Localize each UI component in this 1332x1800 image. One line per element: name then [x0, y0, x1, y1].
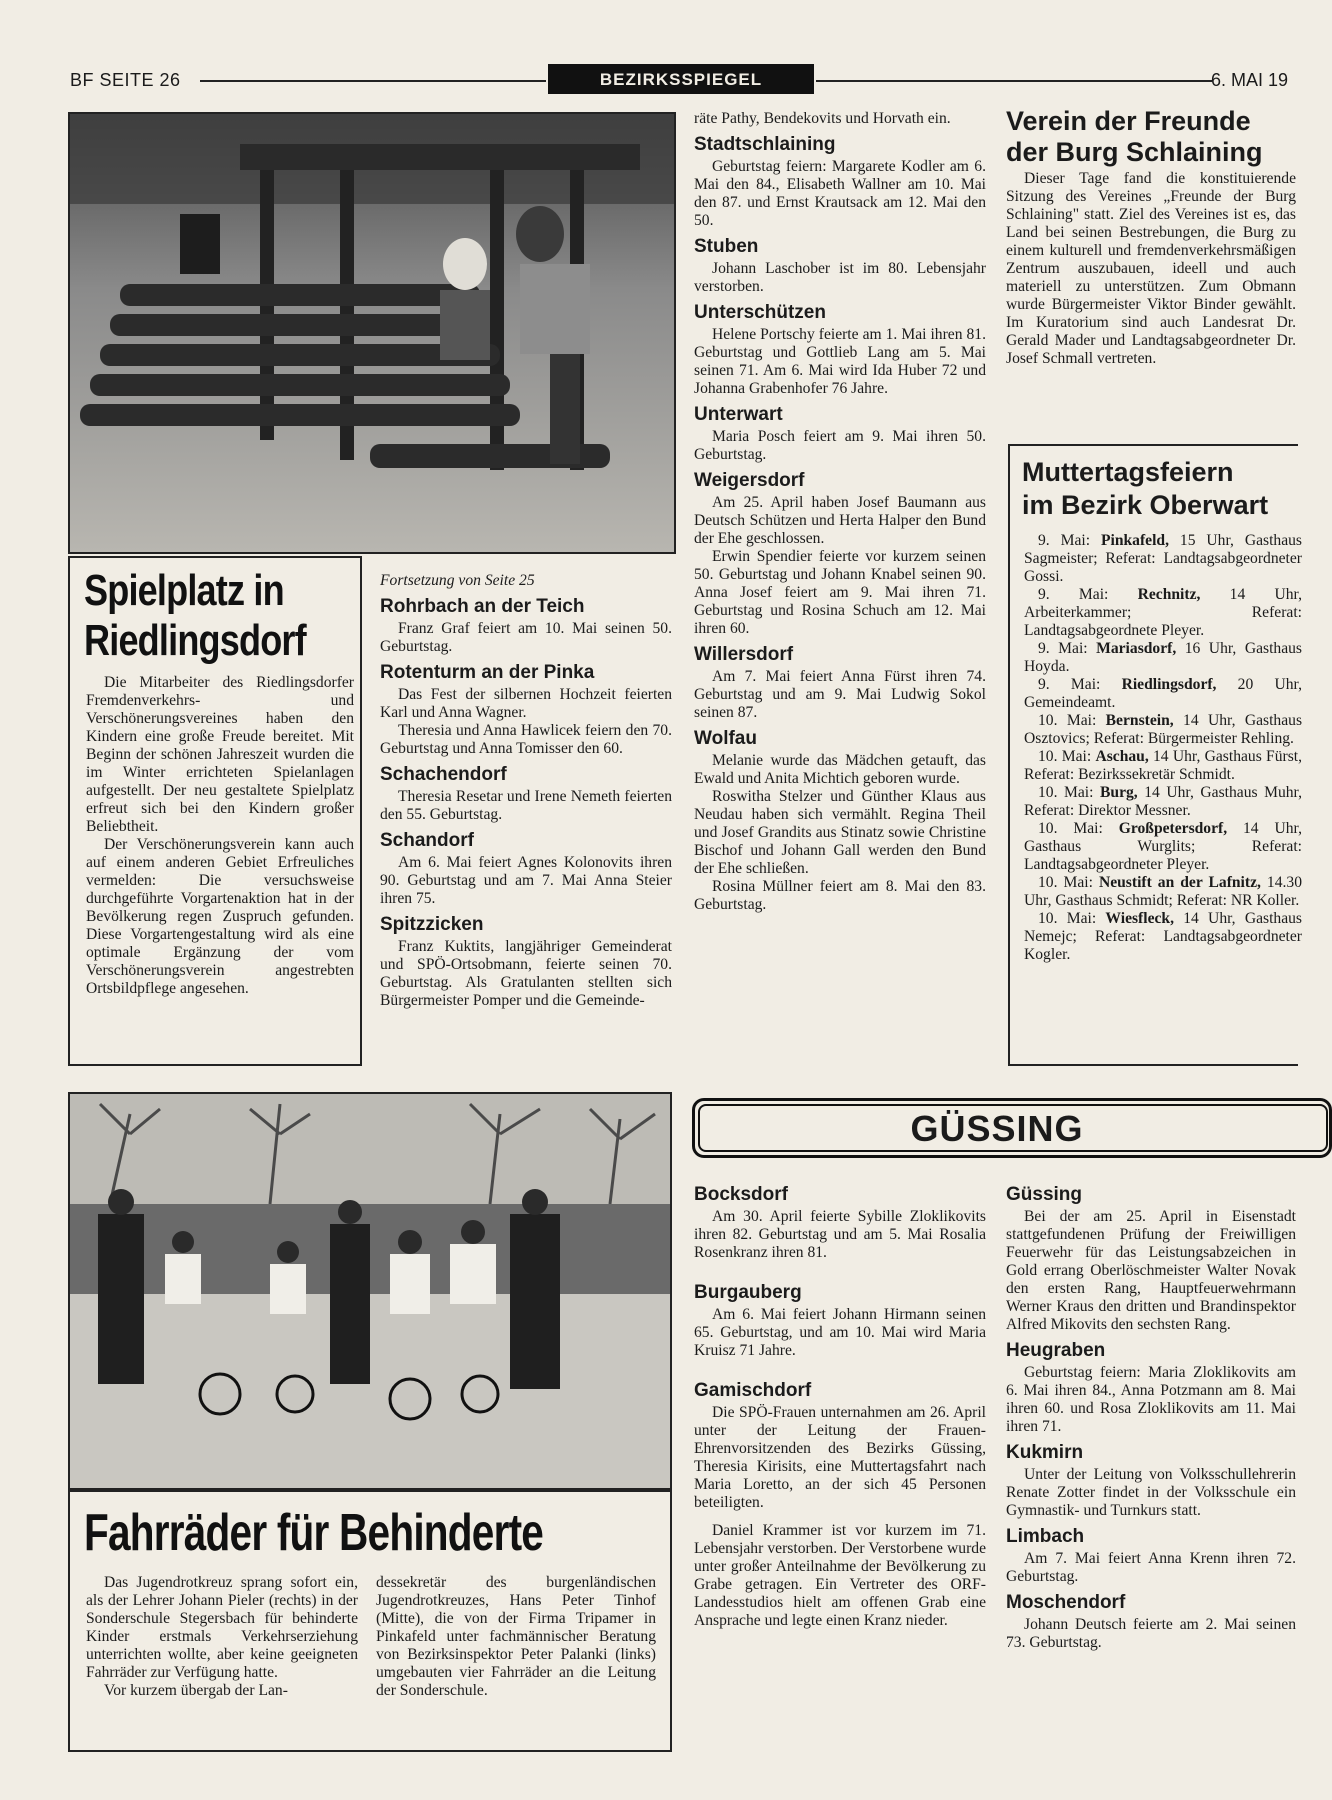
verein-title-line1: Verein der Freunde: [1006, 106, 1251, 136]
guessing-banner: [692, 1098, 1288, 1162]
section-title: Heugraben: [1006, 1340, 1106, 1361]
guessing-column-right: [1006, 1184, 1296, 1764]
column-births-a: [380, 572, 672, 1010]
event-item: 9. Mai: Pinkafeld, 15 Uhr, Gasthaus Sagmeister; Referat: Landtagsabgeordneter Gossi.: [1024, 532, 1302, 585]
fahrrad-column-a: [86, 1574, 358, 1700]
guessing-column-left: [694, 1184, 986, 1630]
section-title: Weigersdorf: [694, 470, 805, 491]
header-rule-right: [816, 80, 1212, 82]
section-text: Erwin Spendier feierte vor kurzem seinen 50. Geburtstag und Johann Knabel seinen 90. Anna Josef feiert am 9. Mai ihren 71. Geburtstag und Rosina Schuch am 12. Mai ihren 60.: [694, 548, 986, 637]
section-text: Johann Deutsch feierte am 2. Mai seinen 73. Geburtstag.: [1006, 1616, 1296, 1651]
section-text: Franz Kuktits, langjähriger Gemeinderat und SPÖ-Ortsobmann, feierte seinen 70. Geburtstag. Als Gratulanten stellten sich Bürgermeister Pomper und die Gemeinde-: [380, 938, 672, 1009]
spielplatz-headline-line2: Riedlingsdorf: [84, 616, 306, 665]
continuation-note: Fortsetzung von Seite 25: [380, 572, 535, 589]
section-title: Stadtschlaining: [694, 134, 836, 155]
muttertag-title-line1: Muttertagsfeiern: [1022, 457, 1234, 487]
section-title: Schandorf: [380, 830, 474, 851]
event-item: 10. Mai: Wiesfleck, 14 Uhr, Gasthaus Nemejc; Referat: Landtagsabgeordneter Kogler.: [1024, 910, 1302, 963]
issue-date: 6. MAI 19: [1210, 70, 1288, 90]
section-title: Bocksdorf: [694, 1184, 788, 1205]
fahrrad-paragraph: Das Jugendrotkreuz sprang sofort ein, als der Lehrer Johann Pieler (rechts) in der Sonderschule Stegersbach für behinderte Kinder erstmals Verkehrserziehung unterrichten wollte, aber keine geeigneten Fahrräder zur Verfügung hatte.: [86, 1574, 358, 1681]
event-item: 9. Mai: Riedlingsdorf, 20 Uhr, Gemeindeamt.: [1024, 676, 1302, 711]
section-text: Geburtstag feiern: Maria Zloklikovits am 6. Mai ihren 84., Anna Potzmann am 8. Mai ihren 60. und Rosa Zloklikovits am 11. Mai ihren 71.: [1006, 1364, 1296, 1435]
event-item: 10. Mai: Bernstein, 14 Uhr, Gasthaus Osztovics; Referat: Bürgermeister Rehling.: [1024, 712, 1303, 747]
section-text: Daniel Krammer ist vor kurzem im 71. Lebensjahr verstorben. Der Verstorbene wurde unter großer Anteilnahme der Bevölkerung zu Grabe getragen. Ein Vertreter des ORF-Landesstudios hielt am offenen Grab eine Ansprache und legte einen Kranz nieder.: [694, 1522, 986, 1629]
section-title: Schachendorf: [380, 764, 507, 785]
verein-text: Dieser Tage fand die konstituierende Sitzung des Vereines „Freunde der Burg Schlaining" statt. Ziel des Vereines ist es, das Land bei seinen Bestrebungen, die Burg zu einem kulturell und fremdenverkehrsmäßigen Zentrum auszubauen, ideell und auch materiell zu unterstützen. Zum Obmann wurde Bürgermeister Viktor Binder gewählt. Im Kuratorium sind auch Landesrat Dr. Gerald Mader und Landtagsabgeordneter Dr. Josef Schmall vertreten.: [1006, 170, 1296, 367]
section-text: Maria Posch feiert am 9. Mai ihren 50. Geburtstag.: [694, 428, 986, 463]
page-header: [70, 64, 1288, 98]
verein-title-line2: der Burg Schlaining: [1006, 137, 1263, 167]
event-item: 9. Mai: Rechnitz, 14 Uhr, Arbeiterkammer; Referat: Landtagsabgeordnete Pleyer.: [1024, 586, 1302, 639]
section-text: Theresia Resetar und Irene Nemeth feierten den 55. Geburtstag.: [380, 788, 672, 823]
muttertag-title-line2: im Bezirk Oberwart: [1022, 490, 1269, 520]
spielplatz-headline-line1: Spielplatz in: [84, 566, 284, 615]
event-item: 10. Mai: Aschau, 14 Uhr, Gasthaus Fürst, Referat: Bezirkssekretär Schmidt.: [1024, 748, 1302, 783]
section-text: Am 7. Mai feiert Anna Krenn ihren 72. Geburtstag.: [1006, 1550, 1296, 1585]
page-number: BF SEITE 26: [70, 70, 181, 90]
fahrrad-paragraph: Vor kurzem übergab der Lan-: [104, 1682, 288, 1699]
spielplatz-paragraph: Der Verschönerungsverein kann auch auf einem anderen Gebiet Erfreuliches vermelden: Die versuchsweise durchgeführte Vorgartenaktion hat in der Bevölkerung regen Zuspruch gefunden. Diese Vorgartengestaltung wird als eine optimale Ergänzung der vom Verschönerungsverein angestrebten Ortsbildpflege angesehen.: [86, 836, 354, 997]
section-text: Die SPÖ-Frauen unternahmen am 26. April unter der Leitung der Frauen-Ehrenvorsitzenden des Bezirks Güssing, Theresia Kirisits, eine Muttertagsfahrt nach Maria Loretto, an der sich 45 Personen beteiligten.: [694, 1404, 986, 1511]
section-title: Unterschützen: [694, 302, 826, 323]
event-item: 9. Mai: Mariasdorf, 16 Uhr, Gasthaus Hoyda.: [1024, 640, 1302, 675]
bicycles-photo-image: [70, 1094, 670, 1488]
section-title: Kukmirn: [1006, 1442, 1084, 1463]
section-text: Geburtstag feiern: Margarete Kodler am 6. Mai den 84., Elisabeth Wallner am 10. Mai den 87. und Ernst Krautsack am 12. Mai den 50.: [694, 158, 986, 229]
event-item: 10. Mai: Burg, 14 Uhr, Gasthaus Muhr, Referat: Direktor Messner.: [1024, 784, 1303, 819]
verein-article: [1006, 106, 1296, 436]
section-label: BEZIRKSSPIEGEL: [548, 64, 814, 94]
section-title: Unterwart: [694, 404, 783, 425]
section-title: Güssing: [1006, 1184, 1083, 1205]
section-title: Wolfau: [694, 728, 757, 749]
spielplatz-article: [68, 556, 362, 1066]
section-text: Bei der am 25. April in Eisenstadt stattgefundenen Prüfung der Freiwilligen Feuerwehr für das Leistungsabzeichen in Gold errang Oberlöschmeister Walter Novak den ersten Rang, Hauptfeuerwehrmann Werner Kraus den dritten und Brandinspektor Alfred Mikovits den sechsten Rang.: [1006, 1208, 1296, 1333]
muttertag-box: [1008, 444, 1303, 1066]
section-text: Am 30. April feierte Sybille Zloklikovits ihren 82. Geburtstag und am 5. Mai Rosalia Rosenkranz ihren 81.: [694, 1208, 986, 1261]
section-title: Rohrbach an der Teich: [380, 596, 585, 617]
section-text: Das Fest der silbernen Hochzeit feierten Karl und Anna Wagner.: [380, 686, 672, 721]
section-text: Theresia und Anna Hawlicek feiern den 70. Geburtstag und Anna Tomisser den 60.: [380, 722, 672, 757]
section-text: Rosina Müllner feiert am 8. Mai den 83. Geburtstag.: [694, 878, 986, 913]
bicycles-photo: [68, 1092, 672, 1490]
section-text: Unter der Leitung von Volksschullehrerin Renate Zotter findet in der Volksschule ein Gymnastik- und Turnkurs statt.: [1006, 1466, 1296, 1519]
section-title: Stuben: [694, 236, 759, 257]
header-rule-left: [200, 80, 546, 82]
section-text: Franz Graf feiert am 10. Mai seinen 50. Geburtstag.: [380, 620, 672, 655]
section-title: Spitzzicken: [380, 914, 484, 935]
fahrrad-article: [68, 1490, 672, 1752]
fahrrad-column-b: [376, 1574, 656, 1700]
playground-photo-image: [70, 114, 674, 552]
event-item: 10. Mai: Großpetersdorf, 14 Uhr, Gasthaus Wurglits; Referat: Landtagsabgeordneter Pleyer.: [1024, 820, 1302, 873]
playground-photo: [68, 112, 676, 554]
section-text: räte Pathy, Bendekovits und Horvath ein.: [694, 110, 951, 127]
section-text: Am 6. Mai feiert Agnes Kolonovits ihren 90. Geburtstag und am 7. Mai Anna Steier ihren 75.: [380, 854, 672, 907]
section-text: Am 25. April haben Josef Baumann aus Deutsch Schützen und Herta Halper den Bund der Ehe geschlossen.: [694, 494, 986, 547]
section-text: Johann Laschober ist im 80. Lebensjahr verstorben.: [694, 260, 986, 295]
section-text: Roswitha Stelzer und Günther Klaus aus Neudau haben sich vermählt. Regina Theil und Josef Grandits aus Stinatz sowie Christine Bischof und Johann Gall werden den Bund der Ehe schließen.: [694, 788, 986, 877]
section-title: Willersdorf: [694, 644, 794, 665]
section-title: Rotenturm an der Pinka: [380, 662, 595, 683]
section-text: Am 7. Mai feiert Anna Fürst ihren 74. Geburtstag und am 9. Mai Ludwig Sokol seinen 87.: [694, 668, 986, 721]
section-text: Helene Portschy feierte am 1. Mai ihren 81. Geburtstag und Gottlieb Lang am 5. Mai seinen 71. Am 6. Mai wird Ida Huber 72 und Johanna Grabenhofer 76 Jahre.: [694, 326, 986, 397]
section-title: Gamischdorf: [694, 1380, 812, 1401]
spielplatz-paragraph: Die Mitarbeiter des Riedlingsdorfer Fremdenverkehrs- und Verschönerungsvereines haben den Kindern eine große Freude bereitet. Mit Beginn der schönen Jahreszeit wurden die im Winter errichteten Spielanlagen aufgestellt. Der neu gestaltete Spielplatz erfreut sich bei den Kindern großer Beliebtheit.: [86, 674, 354, 835]
event-item: 10. Mai: Neustift an der Lafnitz, 14.30 Uhr, Gasthaus Schmidt; Referat: NR Koller.: [1024, 874, 1302, 909]
guessing-banner-title: GÜSSING: [910, 1108, 1084, 1149]
section-title: Moschendorf: [1006, 1592, 1126, 1613]
section-title: Limbach: [1006, 1526, 1085, 1547]
fahrrad-headline: Fahrräder für Behinderte: [84, 1504, 544, 1562]
muttertag-list: [1024, 532, 1302, 964]
section-title: Burgauberg: [694, 1282, 802, 1303]
fahrrad-paragraph: dessekretär des burgenländischen Jugendrotkreuzes, Hans Peter Tinhof (Mitte), die von der Firma Tripamer in Pinkafeld unter fachmännischer Beratung von Bezirksinspektor Peter Palanki (links) umgebauten vier Fahrräder an die Leitung der Sonderschule.: [376, 1574, 656, 1699]
column-births-b: [694, 110, 986, 914]
spielplatz-body: [86, 674, 354, 998]
section-text: Melanie wurde das Mädchen getauft, das Ewald und Anita Michtich geboren wurde.: [694, 752, 986, 787]
section-text: Am 6. Mai feiert Johann Hirmann seinen 65. Geburtstag, und am 10. Mai wird Maria Kruisz 71 Jahre.: [694, 1306, 986, 1359]
